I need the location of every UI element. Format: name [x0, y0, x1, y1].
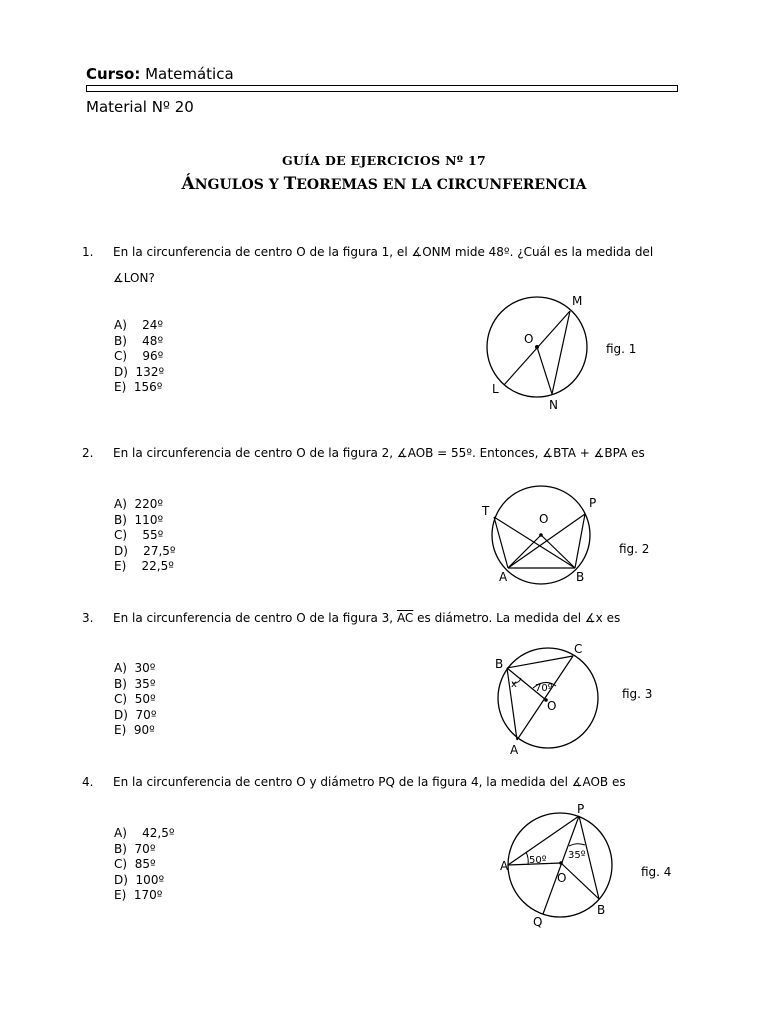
figure-1 — [470, 285, 620, 415]
fig4-mark-50: 50º — [529, 855, 547, 866]
question-4-options — [114, 826, 175, 904]
option-e: E) 170º — [114, 888, 163, 902]
option-a: A) 30º — [114, 661, 156, 675]
fig3-label-b: B — [495, 657, 504, 671]
fig2-label-p: P — [589, 496, 597, 510]
course-line — [86, 65, 234, 83]
option-c: C) 85º — [114, 857, 156, 871]
option-a: A) 42,5º — [114, 826, 175, 840]
header-bar — [86, 85, 678, 92]
option-b: B) 48º — [114, 333, 164, 348]
fig4-label-b: B — [597, 903, 606, 917]
option-b: B) 35º — [114, 676, 156, 691]
figure-2 — [475, 480, 625, 590]
option-e: E) 90º — [114, 723, 155, 737]
figure-1-label: fig. 1 — [606, 342, 637, 356]
fig3-label-o: O — [547, 699, 557, 713]
guide-title: GUÍA DE EJERCICIOS Nº 17 — [281, 153, 487, 168]
fig3-label-a: A — [510, 743, 519, 757]
question-1-options — [114, 318, 164, 396]
option-a: A) 220º — [114, 497, 164, 511]
option-d: D) 27,5º — [114, 543, 176, 558]
option-d: D) 100º — [114, 872, 165, 887]
option-d: D) 70º — [114, 707, 157, 722]
question-4-text: En la circunferencia de centro O y diámetro PQ de la figura 4, la medida del ∡AOB es — [113, 775, 626, 789]
option-c: C) 55º — [114, 528, 164, 542]
option-e: E) 22,5º — [114, 559, 174, 573]
fig1-label-m: M — [572, 294, 583, 308]
fig2-label-b: B — [576, 570, 585, 584]
material-number: Material Nº 20 — [86, 98, 194, 116]
option-c: C) 96º — [114, 349, 164, 363]
fig4-label-a: A — [500, 859, 509, 873]
question-3-number: 3. — [82, 611, 94, 625]
subtitle-t-rest: EOREMAS EN LA CIRCUNFERENCIA — [296, 177, 587, 193]
figure-3 — [485, 640, 635, 760]
fig3-mark-70: 70º — [535, 683, 553, 694]
option-a: A) 24º — [114, 318, 164, 332]
question-2-options — [114, 497, 176, 575]
subtitle-t-big: T — [283, 174, 297, 194]
question-2-text: En la circunferencia de centro O de la figura 2, ∡AOB = 55º. Entonces, ∡BTA + ∡BPA es — [113, 446, 645, 460]
q3-text-after: es diámetro. La medida del ∡x es — [413, 611, 621, 625]
figure-4 — [495, 800, 645, 930]
fig2-label-o: O — [539, 512, 549, 526]
figure-2-label: fig. 2 — [619, 542, 650, 556]
fig2-label-t: T — [482, 504, 490, 518]
option-d: D) 132º — [114, 364, 165, 379]
fig4-label-o: O — [557, 871, 567, 885]
subtitle-a-rest: NGULOS Y — [194, 177, 284, 193]
course-label: Curso: — [86, 65, 141, 83]
option-b: B) 70º — [114, 841, 156, 856]
fig4-label-p: P — [577, 802, 585, 816]
fig1-label-l: L — [492, 382, 499, 396]
q3-segment-ac: $\overline{AC}$ — [396, 611, 414, 625]
fig3-mark-x: x — [511, 679, 517, 690]
option-b: B) 110º — [114, 512, 164, 527]
fig3-label-c: C — [574, 642, 583, 656]
course-value: Matemática — [145, 65, 234, 83]
option-e: E) 156º — [114, 380, 163, 394]
question-1-text: En la circunferencia de centro O de la figura 1, el ∡ONM mide 48º. ¿Cuál es la medida del ∡LON? — [113, 245, 654, 285]
question-4-number: 4. — [82, 775, 94, 789]
fig2-label-a: A — [499, 570, 508, 584]
question-3-options — [114, 661, 156, 739]
question-1-number: 1. — [82, 245, 94, 259]
fig1-label-o: O — [524, 332, 534, 346]
figure-4-label: fig. 4 — [641, 865, 672, 879]
question-2-number: 2. — [82, 446, 94, 460]
guide-subtitle — [0, 174, 768, 194]
fig4-mark-35: 35º — [568, 850, 586, 861]
q3-text-before: En la circunferencia de centro O de la figura 3, — [113, 611, 397, 625]
fig4-label-q: Q — [533, 915, 543, 929]
fig1-label-n: N — [549, 398, 558, 412]
question-3-text — [113, 605, 693, 631]
figure-3-label: fig. 3 — [622, 687, 653, 701]
option-c: C) 50º — [114, 692, 156, 706]
subtitle-a-big: Á — [181, 174, 195, 194]
